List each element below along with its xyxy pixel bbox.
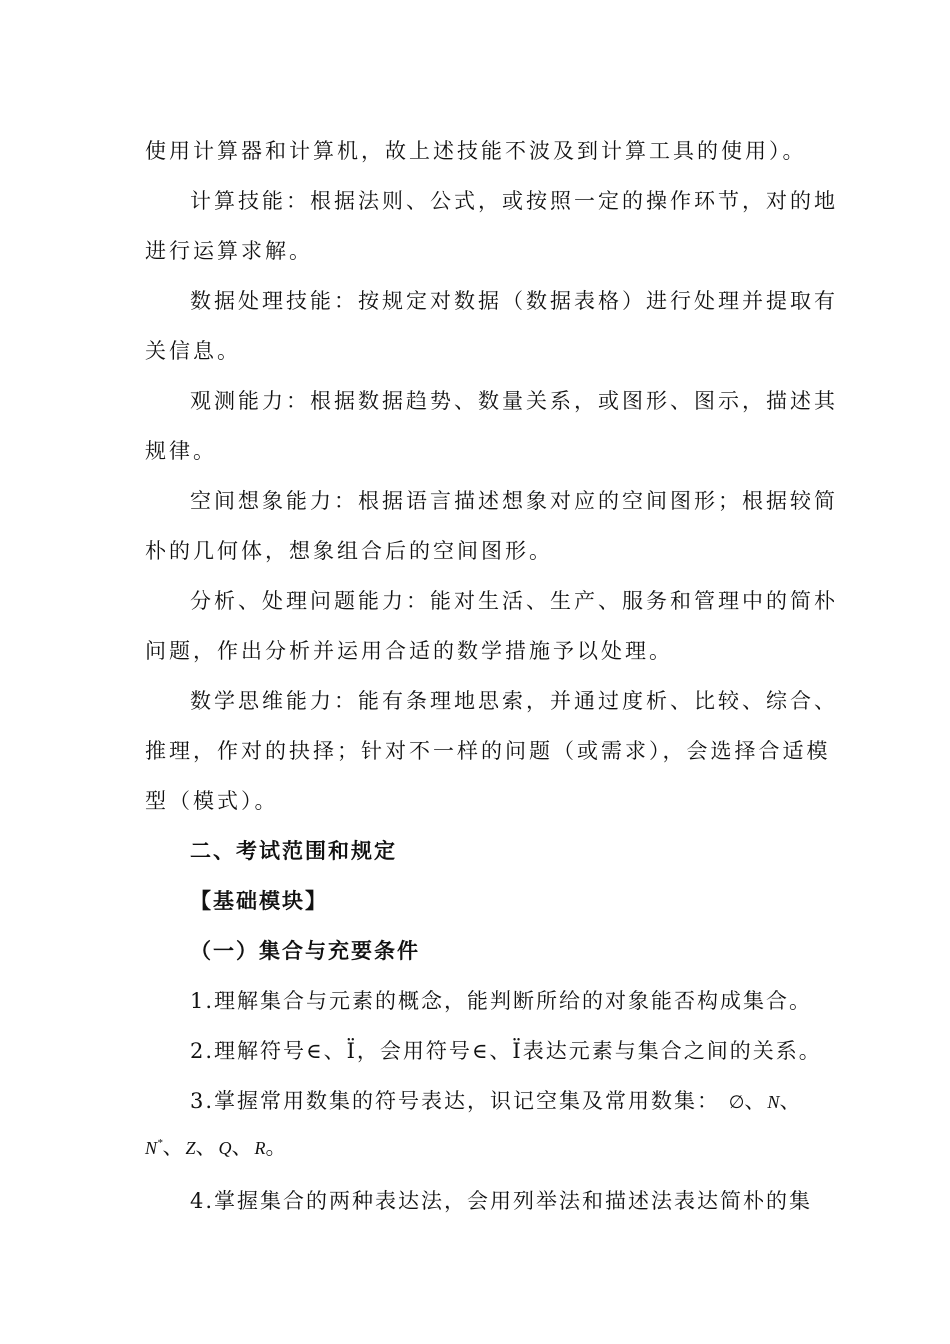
list-item-text: 3.掌握常用数集的符号表达，识记空集及常用数集： [190,1089,721,1113]
list-item: 2.理解符号∈、Ï，会用符号∈、Ï表达元素与集合之间的关系。 [190,1039,822,1063]
subsection-heading: （一）集合与充要条件 [190,938,420,963]
positive-natural-set-symbol: N [145,1138,158,1158]
text-line: 关信息。 [145,339,241,363]
text-line: 朴的几何体，想象组合后的空间图形。 [145,539,553,563]
text-line: 型（模式）。 [145,789,279,813]
text-line: 问题，作出分析并运用合适的数学措施予以处理。 [145,639,673,663]
natural-set-symbol: N [767,1092,780,1112]
integer-set-symbol: Z [185,1138,196,1158]
math-line [145,1128,815,1163]
text-line: 数据处理技能：按规定对数据（数据表格）进行处理并提取有 [190,289,838,313]
module-heading: 【基础模块】 [190,888,328,913]
separator: 、 [231,1135,255,1159]
text-line: 计算技能：根据法则、公式，或按照一定的操作环节，对的地 [190,189,838,213]
separator: 、 [195,1135,219,1159]
real-set-symbol: R [254,1138,266,1158]
list-item: 1.理解集合与元素的概念，能判断所给的对象能否构成集合。 [190,989,813,1013]
separator: 、 [779,1089,803,1113]
text-line: 进行运算求解。 [145,239,313,263]
text-line: 分析、处理问题能力：能对生活、生产、服务和管理中的简朴 [190,589,838,613]
separator: 、 [162,1135,186,1159]
text-line: 推理，作对的抉择；针对不一样的问题（或需求），会选择合适模 [145,739,831,763]
list-item: 4.掌握集合的两种表达法，会用列举法和描述法表达简朴的集 [190,1189,813,1213]
star-superscript: * [157,1137,163,1149]
text-line: 规律。 [145,439,217,463]
list-item [190,1086,815,1117]
separator: 、 [744,1089,768,1113]
text-line: 数学思维能力：能有条理地思索，并通过度析、比较、综合、 [190,689,838,713]
rational-set-symbol: Q [218,1138,232,1158]
empty-set-symbol: ∅ [728,1092,745,1112]
text-line: 观测能力：根据数据趋势、数量关系，或图形、图示，描述其 [190,389,838,413]
text-line: 空间想象能力：根据语言描述想象对应的空间图形；根据较简 [190,489,838,513]
section-heading: 二、考试范围和规定 [190,838,397,863]
text-line: 使用计算器和计算机，故上述技能不波及到计算工具的使用）。 [145,139,807,163]
period: 。 [265,1135,289,1159]
